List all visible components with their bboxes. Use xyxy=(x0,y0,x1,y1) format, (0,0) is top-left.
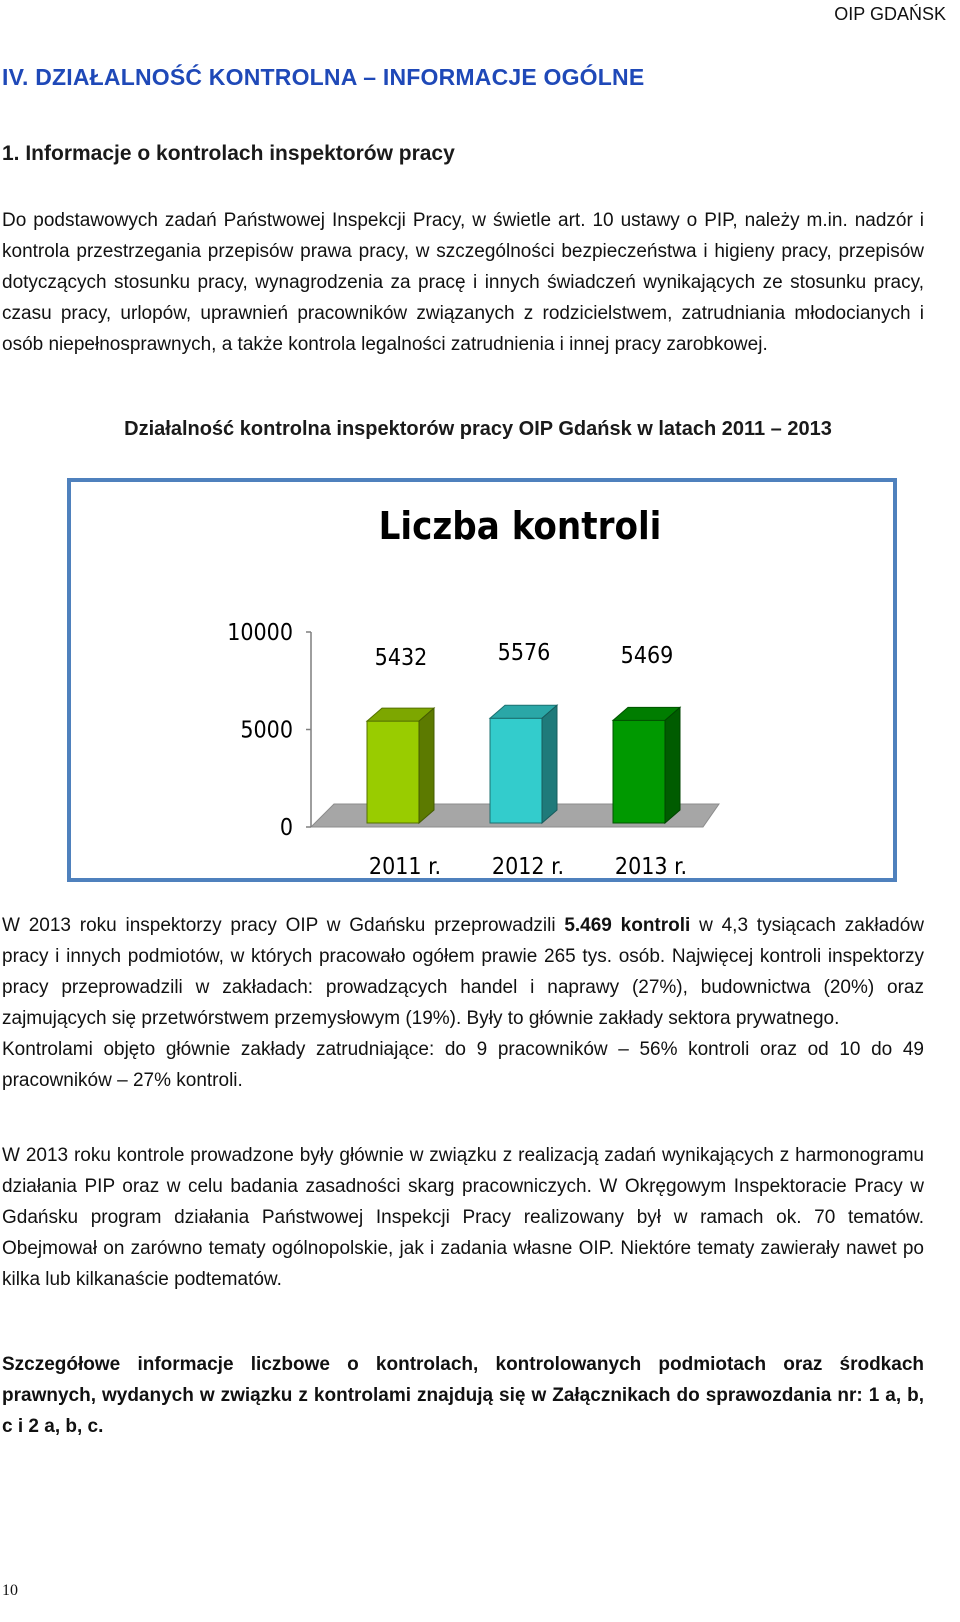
x-category-label: 2011 r. xyxy=(368,854,442,878)
summary-paragraph xyxy=(2,910,924,1096)
x-category-label: 2013 r. xyxy=(614,854,688,878)
summary-employment-line: Kontrolami objęto głównie zakłady zatrudniające: do 9 pracowników – 56% kontroli oraz od 10 do 49 pracowników – 27% kontroli. xyxy=(2,1039,924,1091)
bar-2013 xyxy=(613,707,680,823)
header-org-label: OIP GDAŃSK xyxy=(834,4,946,24)
y-tick-label: 10000 xyxy=(227,620,293,646)
annex-paragraph: Szczegółowe informacje liczbowe o kontrolach, kontrolowanych podmiotach oraz środkach prawnych, wydanych w związku z kontrolami znajdują się w Załącznikach do sprawozdania nr: 1 a, b, c i 2 a, b, c. xyxy=(2,1354,924,1437)
bar-value-label: 5469 xyxy=(620,643,674,669)
bar-chart xyxy=(67,478,897,882)
sub-heading: 1. Informacje o kontrolach inspektorów pracy xyxy=(2,142,455,165)
section-heading: IV. DZIAŁALNOŚĆ KONTROLNA – INFORMACJE OGÓLNE xyxy=(2,64,645,90)
bar-value-label: 5432 xyxy=(374,645,428,671)
bar-value-label: 5576 xyxy=(497,640,551,666)
summary-text-start: W 2013 roku inspektorzy pracy OIP w Gdańsku przeprowadzili xyxy=(2,915,565,936)
chart-canvas xyxy=(71,482,893,878)
chart-caption: Działalność kontrolna inspektorów pracy OIP Gdańsk w latach 2011 – 2013 xyxy=(124,418,832,440)
page-number: 10 xyxy=(2,1582,18,1599)
summary-text-end: w 4,3 tysiącach zakładów pracy i innych podmiotów, w których pracowało ogółem prawie 265 tys. osób. Najwięcej kontroli inspektorzy pracy przeprowadzili w zakładach: prowadzących handel i naprawy (27%), budownictwa (20%) oraz zajmujących się przetwórstwem przemysłowym (19%). Były to głównie zakłady sektora prywatnego. xyxy=(2,915,924,1029)
program-paragraph: W 2013 roku kontrole prowadzone były głównie w związku z realizacją zadań wynikających z harmonogramu działania PIP oraz w celu badania zasadności skarg pracowniczych. W Okręgowym Inspektoracie Pracy w Gdańsku program działania Państwowej Inspekcji Pracy realizowany był w ramach ok. 70 tematów. Obejmował on zarówno tematy ogólnopolskie, jak i zadania własne OIP. Niektóre tematy zawierały nawet po kilka lub kilkanaście podtematów. xyxy=(2,1145,924,1290)
bar-2011 xyxy=(367,708,434,823)
x-category-label: 2012 r. xyxy=(491,854,565,878)
summary-highlight: 5.469 kontroli xyxy=(564,915,691,936)
intro-paragraph: Do podstawowych zadań Państwowej Inspekcji Pracy, w świetle art. 10 ustawy o PIP, należy m.in. nadzór i kontrola przestrzegania przepisów prawa pracy, w szczególności bezpieczeństwa i higieny pracy, przepisów dotyczących stosunku pracy, wynagrodzenia za pracę i innych świadczeń wynikających ze stosunku pracy, czasu pracy, urlopów, uprawnień pracowników związanych z rodzicielstwem, zatrudniania młodocianych i osób niepełnosprawnych, a także kontrola legalności zatrudnienia i innej pracy zarobkowej. xyxy=(2,210,924,355)
y-tick-label: 0 xyxy=(279,815,293,841)
chart-title: Liczba kontroli xyxy=(378,504,662,548)
y-tick-label: 5000 xyxy=(240,717,293,744)
bar-2012 xyxy=(490,705,557,823)
